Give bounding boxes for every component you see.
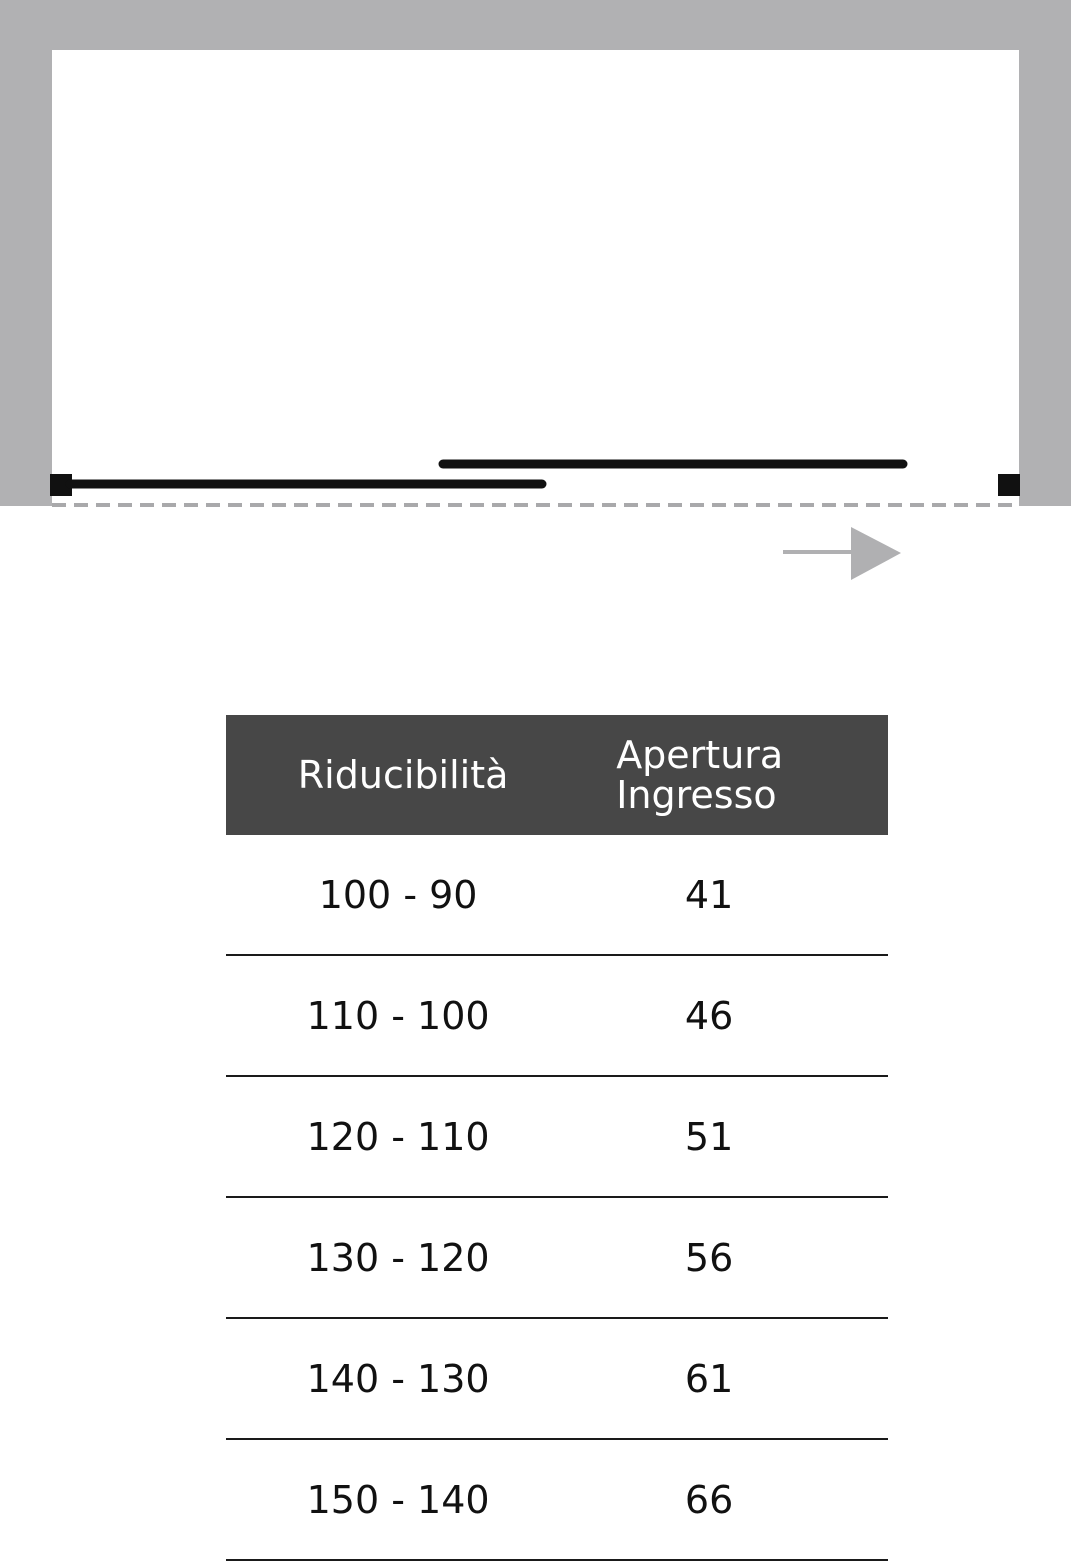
table-row [226,1197,888,1318]
range-cell: 130 - 120 [226,1197,580,1318]
range-cell: 120 - 110 [226,1076,580,1197]
table-row [226,1318,888,1439]
table-row [226,1439,888,1560]
opening-cell: 41 [580,835,888,955]
header-line-1: Apertura [616,733,784,777]
range-cell: 100 - 90 [226,835,580,955]
size-table [226,715,888,1561]
header-riducibilita: Riducibilità [226,715,580,835]
header-apertura-ingresso [580,715,888,835]
wall-right [1019,0,1071,506]
opening-cell: 61 [580,1318,888,1439]
range-cell: 140 - 130 [226,1318,580,1439]
opening-cell: 51 [580,1076,888,1197]
range-cell: 110 - 100 [226,955,580,1076]
header-line-2: Ingresso [616,773,777,817]
range-cell: 150 - 140 [226,1439,580,1560]
shower-plan-diagram [0,0,1071,600]
opening-cell: 66 [580,1439,888,1560]
table-row [226,835,888,955]
table-row [226,1076,888,1197]
table-header-row [226,715,888,835]
wall-top [0,0,1071,50]
right-post [998,474,1020,496]
opening-cell: 46 [580,955,888,1076]
arrow-right-icon [783,527,901,580]
opening-cell: 56 [580,1197,888,1318]
wall-left [0,0,52,506]
table-row [226,955,888,1076]
